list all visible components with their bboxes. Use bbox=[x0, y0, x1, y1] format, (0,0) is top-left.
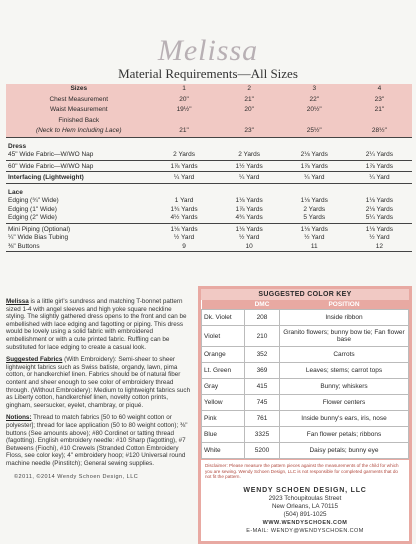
row-label: ⅜" Buttons bbox=[8, 242, 40, 250]
cell: 4½ Yards bbox=[170, 214, 198, 221]
row-label: ¼" Wide Bias Tubing bbox=[8, 234, 69, 241]
company-web: WWW.WENDYSCHOEN.COM bbox=[262, 519, 348, 526]
row-label: Edging (1" Wide) bbox=[8, 205, 57, 213]
color-key-title: SUGGESTED COLOR KEY bbox=[201, 289, 409, 300]
table-row bbox=[6, 234, 412, 243]
color-key-color: White bbox=[202, 443, 245, 459]
dmc-header: DMC bbox=[245, 300, 280, 310]
intro-name: Melissa bbox=[6, 298, 29, 305]
cell: 21" bbox=[179, 127, 189, 134]
cell: ½ Yard bbox=[238, 234, 260, 241]
color-key-color: Blue bbox=[202, 427, 245, 443]
color-key-position: Carrots bbox=[280, 347, 409, 363]
row-label: Interfacing (Lightweight) bbox=[8, 174, 84, 181]
cell: ¼ Yard bbox=[238, 174, 260, 181]
row-label: (Neck to Hem Including Lace) bbox=[35, 127, 122, 134]
table-row bbox=[6, 116, 412, 127]
company-phone: (504) 891-1025 bbox=[283, 510, 327, 518]
copyright-footer: ©2011, ©2014 Wendy Schoen Design, LLC bbox=[14, 474, 139, 480]
cell: 21" bbox=[374, 106, 385, 113]
cell: 20" bbox=[179, 95, 189, 103]
table-row bbox=[6, 226, 412, 235]
color-key-row bbox=[202, 310, 409, 326]
intro-text: is a little girl's sundress and matching T-bonnet pattern sized 1-4 with angel sleeves and high yoke square neckline styling. The slightly gathered dress opens to the front and can be embellished with lace edging and fagotting or piping. This dress would be lovely using a solid fabric with embroidered embellishment or with a cute printed fabric. Ruffling can be substituted for lace edging to create a casual look. bbox=[6, 298, 187, 351]
color-key-position: Flower centers bbox=[280, 395, 409, 411]
color-key-row bbox=[202, 326, 409, 347]
cell: 5 Yards bbox=[303, 214, 326, 221]
color-key-position: Bunny; whiskers bbox=[280, 379, 409, 395]
cell: 2⅛ Yards bbox=[300, 151, 328, 158]
row-label: Mini Piping (Optional) bbox=[8, 225, 71, 233]
table-row bbox=[6, 95, 412, 106]
color-key-dmc: 208 bbox=[245, 310, 280, 326]
row-label: 60" Wide Fabric—W/WO Nap bbox=[8, 162, 94, 170]
cell: 1⅛ Yards bbox=[300, 225, 328, 233]
cell: ½ Yard bbox=[173, 234, 195, 241]
cell: 1⅛ Yards bbox=[235, 225, 263, 233]
size-num: 1 bbox=[182, 85, 186, 92]
row-label: Waist Measurement bbox=[49, 106, 108, 113]
cell: 1⅞ Yards bbox=[235, 205, 263, 213]
page-subtitle: Material Requirements—All Sizes bbox=[118, 66, 298, 81]
color-key-dmc: 5200 bbox=[245, 443, 280, 459]
cell: 1¾ Yards bbox=[170, 205, 198, 213]
section-header-dress: Dress bbox=[8, 142, 27, 150]
cell: 4¾ Yards bbox=[235, 214, 263, 221]
cell: 2 Yards bbox=[303, 205, 326, 213]
cell: 1⅞ Yards bbox=[365, 162, 394, 170]
color-key-dmc: 3325 bbox=[245, 427, 280, 443]
color-key-dmc: 761 bbox=[245, 411, 280, 427]
color-key-row bbox=[202, 427, 409, 443]
cell: 9 bbox=[182, 242, 186, 250]
table-row bbox=[6, 197, 412, 206]
cell: 19½" bbox=[176, 106, 192, 113]
color-key-row bbox=[202, 443, 409, 459]
notions-label: Notions: bbox=[6, 414, 32, 422]
size-num: 4 bbox=[377, 85, 382, 92]
color-key-row bbox=[202, 379, 409, 395]
company-info bbox=[201, 483, 409, 541]
color-key-color: Orange bbox=[202, 347, 245, 363]
pattern-title: Melissa bbox=[157, 34, 259, 67]
row-label: 45" Wide Fabric—W/WO Nap bbox=[8, 151, 94, 158]
company-email: E-MAIL: WENDY@WENDYSCHOEN.COM bbox=[246, 527, 364, 534]
color-header bbox=[202, 300, 245, 310]
cell: 1⅛ Yards bbox=[365, 225, 394, 233]
color-key-panel bbox=[198, 286, 412, 544]
size-num: 3 bbox=[312, 85, 317, 92]
table-row bbox=[6, 214, 412, 223]
color-key-position: Leaves; stems; carrot tops bbox=[280, 363, 409, 379]
cell: 25½" bbox=[306, 127, 322, 134]
cell: ½ Yard bbox=[304, 234, 325, 241]
cell: 20" bbox=[244, 106, 254, 113]
color-key-color: Gray bbox=[202, 379, 245, 395]
color-key-color: Yellow bbox=[202, 395, 245, 411]
section-header-lace: Lace bbox=[8, 188, 23, 196]
cell: 1⅛ Yards bbox=[300, 197, 328, 204]
color-key-table bbox=[201, 300, 409, 459]
cell: 2 Yards bbox=[173, 151, 195, 158]
color-key-position: Inside ribbon bbox=[280, 310, 409, 326]
color-key-color: Lt. Green bbox=[202, 363, 245, 379]
color-key-position: Inside bunny's ears, iris, nose bbox=[280, 411, 409, 427]
cell: 23" bbox=[244, 127, 254, 134]
company-address-2: New Orleans, LA 70115 bbox=[271, 502, 339, 510]
cell: 10 bbox=[245, 242, 253, 250]
color-key-dmc: 210 bbox=[245, 326, 280, 347]
color-key-position: Granito flowers; bunny bow tie; Fan flower base bbox=[280, 326, 409, 347]
row-label: Edging (¾" Wide) bbox=[8, 197, 59, 204]
color-key-row bbox=[202, 363, 409, 379]
fabrics-paragraph bbox=[6, 356, 192, 409]
row-label: Edging (2" Wide) bbox=[8, 214, 57, 221]
cell: 2⅛ Yards bbox=[365, 205, 394, 213]
cell: 21" bbox=[244, 95, 254, 103]
pattern-description bbox=[6, 298, 192, 472]
cell: 1⅛ Yards bbox=[170, 225, 198, 233]
intro-paragraph bbox=[6, 298, 192, 351]
table-row bbox=[6, 206, 412, 215]
cell: 1½ Yards bbox=[235, 162, 263, 170]
table-row bbox=[6, 105, 412, 116]
cell: 1⅛ Yards bbox=[235, 197, 263, 204]
color-key-position: Fan flower petals; ribbons bbox=[280, 427, 409, 443]
cell: 1 Yard bbox=[174, 197, 194, 204]
cell: 20½" bbox=[306, 106, 322, 113]
table-row bbox=[6, 126, 412, 137]
color-key-position: Daisy petals; bunny eye bbox=[280, 443, 409, 459]
color-key-color: Violet bbox=[202, 326, 245, 347]
cell: 28½" bbox=[371, 127, 387, 134]
sizes-block bbox=[6, 84, 412, 137]
cell: ½ Yard bbox=[369, 234, 390, 241]
color-key-row bbox=[202, 395, 409, 411]
color-key-color: Pink bbox=[202, 411, 245, 427]
color-key-row bbox=[202, 347, 409, 363]
cell: 23" bbox=[374, 95, 385, 103]
company-name: WENDY SCHOEN DESIGN, LLC bbox=[243, 486, 367, 494]
cell: 5¼ Yards bbox=[365, 214, 394, 221]
color-key-dmc: 745 bbox=[245, 395, 280, 411]
fabrics-label: Suggested Fabrics bbox=[6, 356, 63, 364]
cell: 1⅞ Yards bbox=[300, 162, 328, 170]
position-header: POSITION bbox=[280, 300, 409, 310]
color-key-dmc: 369 bbox=[245, 363, 280, 379]
cell: 1⅞ Yards bbox=[170, 162, 198, 170]
sizes-header: Sizes bbox=[70, 85, 88, 92]
cell: ¼ Yard bbox=[173, 174, 195, 181]
sizes-header-row bbox=[6, 84, 412, 95]
cell: ¼ Yard bbox=[304, 174, 325, 181]
disclaimer-note: Disclaimer: Please measure the pattern pieces against the measurements of the child for which you are sewing. Wendy Schoen Design, LLC is not responsible for completed garments that do not fit the pattern. bbox=[201, 459, 409, 483]
color-key-color: Dk. Violet bbox=[202, 310, 245, 326]
table-row bbox=[6, 163, 412, 172]
color-key-dmc: 352 bbox=[245, 347, 280, 363]
cell: 11 bbox=[310, 242, 318, 250]
table-row bbox=[6, 174, 412, 183]
size-num: 2 bbox=[247, 85, 251, 92]
cell: 1⅛ Yards bbox=[365, 197, 394, 204]
cell: ¼ Yard bbox=[369, 174, 390, 181]
table-row bbox=[6, 243, 412, 252]
cell: 22" bbox=[309, 95, 320, 103]
row-label: Chest Measurement bbox=[49, 95, 109, 103]
table-row bbox=[6, 151, 412, 160]
company-address-1: 2923 Tchoupitoulas Street bbox=[268, 494, 342, 502]
row-label: Finished Back bbox=[58, 116, 100, 124]
color-key-dmc: 415 bbox=[245, 379, 280, 395]
material-requirements-table bbox=[6, 84, 412, 254]
color-key-row bbox=[202, 411, 409, 427]
notions-paragraph bbox=[6, 414, 192, 467]
fabrics-text: (With Embroidery): Semi-sheer to sheer lightweight fabrics such as Swiss batiste, organdy, lawn, pima cotton, or handkerchief linen. Fabrics should be of natural fiber content and sheer enough to see color of embroidery thread through. (Without Embroidery): Medium to lightweight fabrics such as Liberty cotton, handkerchief linen, novelty cotton prints, gingham, seersucker, eyelet, chambray, or piqué. bbox=[6, 356, 191, 409]
cell: 2 Yards bbox=[238, 151, 261, 158]
notions-text: Thread to match fabrics [50 to 60 weight cotton or polyester]; thread for lace application (50 to 80 weight cotton); ⅜" buttons (See amounts above); #80 Cordinet or tatting thread (fagotting). English embroidery needle: #10 Sharp (fagotting), #7 Betweens (Fiochi), #10 Crewels (Stranded Cotton Embroidery Floss, see color key); 4" embroidery hoop; #120 Universal round machine needle (Pinstitch); General sewing supplies. bbox=[6, 414, 188, 467]
cell: 12 bbox=[375, 242, 384, 250]
cell: 2¼ Yards bbox=[365, 151, 394, 158]
